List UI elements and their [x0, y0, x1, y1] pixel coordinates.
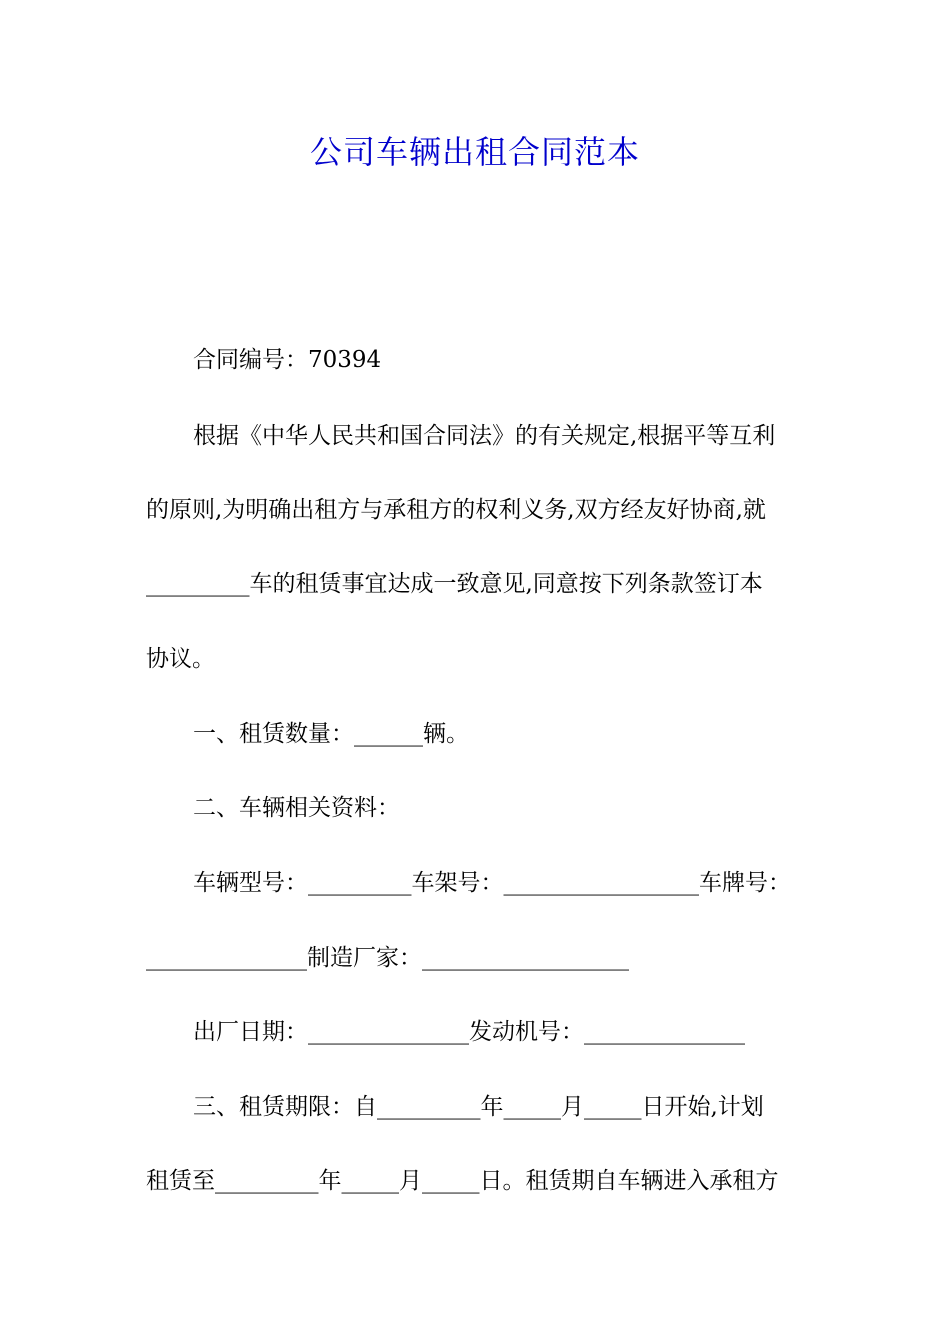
vehicle-info-line-1: 车辆型号：_________车架号：_________________车牌号：	[193, 870, 791, 896]
preamble-line-3: _________车的租赁事宜达成一致意见,同意按下列条款签订本	[146, 571, 763, 597]
clause-2-heading: 二、车辆相关资料：	[193, 795, 400, 821]
clause-3-line-2: 租赁至_________年_____月_____日。租赁期自车辆进入承租方	[146, 1168, 779, 1194]
preamble-line-2: 的原则,为明确出租方与承租方的权利义务,双方经友好协商,就	[146, 497, 766, 523]
clause-3-line-1: 三、租赁期限：自_________年_____月_____日开始,计划	[193, 1094, 764, 1120]
vehicle-info-line-2: ______________制造厂家：__________________	[146, 945, 629, 971]
preamble-line-1: 根据《中华人民共和国合同法》的有关规定,根据平等互利	[193, 423, 776, 449]
preamble-line-4: 协议。	[146, 646, 215, 672]
vehicle-info-line-3: 出厂日期：______________发动机号：______________	[193, 1019, 745, 1045]
document-title: 公司车辆出租合同范本	[309, 133, 640, 171]
contract-number-line: 合同编号：70394	[193, 347, 382, 373]
clause-1-lease-quantity: 一、租赁数量：______辆。	[193, 721, 469, 747]
